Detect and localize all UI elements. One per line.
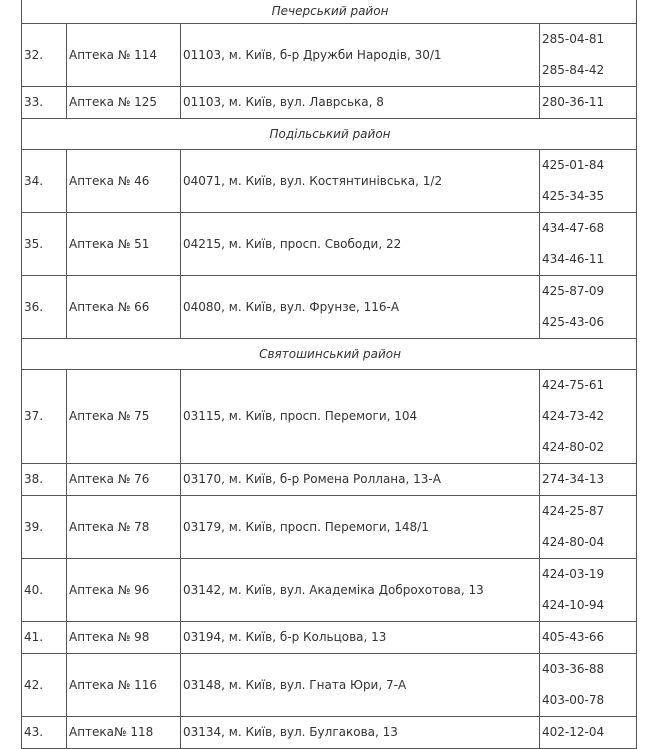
phone-cell <box>540 654 637 717</box>
phone-number: 424-75-61 <box>542 378 605 392</box>
pharmacy-name: Аптека № 76 <box>67 464 181 496</box>
row-number: 35. <box>22 213 67 276</box>
pharmacy-table-body <box>22 0 637 749</box>
row-number: 37. <box>22 370 67 464</box>
phone-number: 424-73-42 <box>542 409 605 423</box>
phone-number: 403-00-78 <box>542 693 605 707</box>
phone-cell <box>540 24 637 87</box>
row-number: 34. <box>22 150 67 213</box>
pharmacy-name: Аптека № 75 <box>67 370 181 464</box>
phone-number: 424-03-19 <box>542 567 605 581</box>
pharmacy-address: 03142, м. Київ, вул. Академіка Доброхотова, 13 <box>181 559 540 622</box>
row-number: 39. <box>22 496 67 559</box>
district-header-row <box>22 119 637 150</box>
table-row <box>22 559 637 622</box>
table-row <box>22 87 637 119</box>
phone-number: 424-10-94 <box>542 598 605 612</box>
phone-number: 424-25-87 <box>542 504 605 518</box>
phone-cell <box>540 150 637 213</box>
table-row <box>22 464 637 496</box>
phone-number: 274-34-13 <box>542 472 605 486</box>
pharmacy-address: 04215, м. Київ, просп. Свободи, 22 <box>181 213 540 276</box>
phone-cell <box>540 559 637 622</box>
pharmacy-name: Аптека № 46 <box>67 150 181 213</box>
district-name: Подільський район <box>22 119 637 150</box>
pharmacy-address: 03148, м. Київ, вул. Гната Юри, 7-А <box>181 654 540 717</box>
pharmacy-name: Аптека № 125 <box>67 87 181 119</box>
phone-number: 280-36-11 <box>542 95 605 109</box>
table-row <box>22 24 637 87</box>
row-number: 40. <box>22 559 67 622</box>
phone-cell <box>540 276 637 339</box>
pharmacy-name: Аптека № 96 <box>67 559 181 622</box>
table-row <box>22 150 637 213</box>
phone-number: 405-43-66 <box>542 630 605 644</box>
row-number: 38. <box>22 464 67 496</box>
pharmacy-name: Аптека № 78 <box>67 496 181 559</box>
phone-cell <box>540 87 637 119</box>
pharmacy-name: Аптека № 51 <box>67 213 181 276</box>
phone-number: 424-80-02 <box>542 440 605 454</box>
table-row <box>22 370 637 464</box>
pharmacy-address: 03134, м. Київ, вул. Булгакова, 13 <box>181 717 540 749</box>
phone-cell <box>540 496 637 559</box>
pharmacy-address: 01103, м. Київ, вул. Лаврська, 8 <box>181 87 540 119</box>
phone-cell <box>540 370 637 464</box>
district-name: Святошинський район <box>22 339 637 370</box>
district-header-row <box>22 0 637 24</box>
row-number: 43. <box>22 717 67 749</box>
pharmacy-address: 03170, м. Київ, б-р Ромена Роллана, 13-А <box>181 464 540 496</box>
pharmacy-table <box>21 0 637 749</box>
phone-cell <box>540 464 637 496</box>
pharmacy-address: 04080, м. Київ, вул. Фрунзе, 116-А <box>181 276 540 339</box>
row-number: 36. <box>22 276 67 339</box>
phone-number: 434-47-68 <box>542 221 605 235</box>
phone-number: 285-04-81 <box>542 32 605 46</box>
pharmacy-address: 04071, м. Київ, вул. Костянтинівська, 1/2 <box>181 150 540 213</box>
pharmacy-address: 03115, м. Київ, просп. Перемоги, 104 <box>181 370 540 464</box>
phone-cell <box>540 622 637 654</box>
pharmacy-name: Аптека№ 118 <box>67 717 181 749</box>
pharmacy-address: 03179, м. Київ, просп. Перемоги, 148/1 <box>181 496 540 559</box>
pharmacy-name: Аптека № 66 <box>67 276 181 339</box>
phone-number: 403-36-88 <box>542 662 605 676</box>
row-number: 42. <box>22 654 67 717</box>
phone-cell <box>540 213 637 276</box>
phone-number: 434-46-11 <box>542 252 605 266</box>
phone-number: 424-80-04 <box>542 535 605 549</box>
table-row <box>22 622 637 654</box>
phone-number: 425-34-35 <box>542 189 605 203</box>
district-header-row <box>22 339 637 370</box>
row-number: 33. <box>22 87 67 119</box>
phone-number: 402-12-04 <box>542 725 605 739</box>
phone-cell <box>540 717 637 749</box>
pharmacy-name: Аптека № 114 <box>67 24 181 87</box>
table-row <box>22 276 637 339</box>
pharmacy-address: 01103, м. Київ, б-р Дружби Народів, 30/1 <box>181 24 540 87</box>
table-row <box>22 654 637 717</box>
row-number: 41. <box>22 622 67 654</box>
phone-number: 425-43-06 <box>542 315 605 329</box>
district-name: Печерський район <box>22 0 637 24</box>
phone-number: 425-01-84 <box>542 158 605 172</box>
pharmacy-name: Аптека № 116 <box>67 654 181 717</box>
phone-number: 285-84-42 <box>542 63 605 77</box>
pharmacy-address: 03194, м. Київ, б-р Кольцова, 13 <box>181 622 540 654</box>
phone-number: 425-87-09 <box>542 284 605 298</box>
row-number: 32. <box>22 24 67 87</box>
table-row <box>22 496 637 559</box>
pharmacy-name: Аптека № 98 <box>67 622 181 654</box>
table-row <box>22 717 637 749</box>
table-row <box>22 213 637 276</box>
